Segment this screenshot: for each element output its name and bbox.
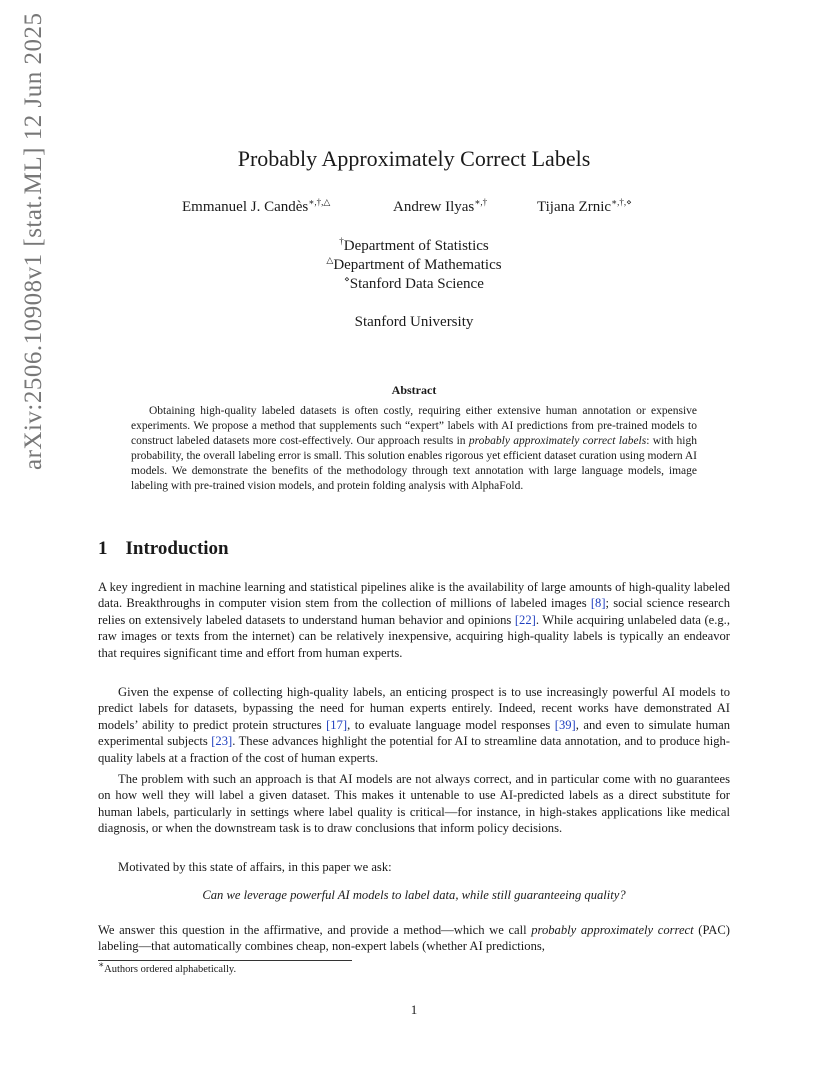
affiliation-mathematics: △Department of Mathematics bbox=[326, 255, 502, 273]
footnote: ∗Authors ordered alphabetically. bbox=[98, 959, 237, 975]
section-heading: 1 Introduction bbox=[98, 538, 229, 559]
author-candes: Emmanuel J. Candès∗,†,△ bbox=[182, 197, 331, 215]
affiliation-data-science: ⋄Stanford Data Science bbox=[344, 274, 484, 292]
page-number: 1 bbox=[410, 1002, 418, 1017]
research-question: Can we leverage powerful AI models to label data, while still guaranteeing quality? bbox=[202, 888, 626, 902]
abstract-text: Obtaining high-quality labeled datasets is often costly, requiring either extensive human annotation or expensive experiments. We propose a method that supplements such “expert” labels with AI predictions from pre-trained models to construct labeled datasets more cost-effectively. Our approach results in probably approximately correct labels: with high probability, the overall labeling error is small. This solution enables rigorous yet efficient dataset curation using modern AI models. We demonstrate the benefits of the methodology through text annotation with large language models, image labeling with pre-trained vision models, and protein folding analysis with AlphaFold. bbox=[131, 405, 697, 492]
paragraph-1: A key ingredient in machine learning and statistical pipelines alike is the availability of large amounts of high-quality labeled data. Breakthroughs in computer vision stem from the collection of millions of labeled images [8]; social science research relies on extensively labeled datasets to understand human behavior and opinions [22]. While acquiring unlabeled data (e.g., raw images or texts from the internet) can be relatively inexpensive, acquiring high-quality labels is typically an endeavor that requires significant time and effort from human experts. bbox=[98, 580, 730, 660]
citation-17[interactable]: [17] bbox=[326, 717, 348, 732]
paragraph-2: Given the expense of collecting high-quality labels, an enticing prospect is to use increasingly powerful AI models to predict labels for datasets, bypassing the need for human experts entirely. Indeed, recent works have demonstrated AI models’ ability to predict protein structures [17], to evaluate language model responses [39], and even to simulate human experimental subjects [23]. These advances highlight the potential for AI to streamline data annotation, and to produce high-quality labels at a fraction of the cost of human experts. bbox=[98, 685, 731, 765]
paper-title: Probably Approximately Correct Labels bbox=[237, 146, 591, 171]
citation-23[interactable]: [23] bbox=[211, 734, 233, 749]
affiliation-statistics: †Department of Statistics bbox=[339, 236, 489, 254]
citation-22[interactable]: [22] bbox=[514, 612, 536, 627]
author-ilyas: Andrew Ilyas∗,† bbox=[393, 197, 488, 215]
paragraph-3: The problem with such an approach is that AI models are not always correct, and in particular come with no guarantees on how well they will label a given dataset. This makes it untenable to use AI-predicted labels as a direct substitute for human labels, particularly in settings where label quality is critical—for instance, in high-stakes applications like medical diagnosis, or when the downstream task is to draw conclusions that inform policy decisions. bbox=[98, 772, 730, 836]
author-zrnic: Tijana Zrnic∗,†,⋄ bbox=[537, 197, 632, 215]
citation-39[interactable]: [39] bbox=[554, 717, 576, 732]
arxiv-identifier: arXiv:2506.10908v1 [stat.ML] 12 Jun 2025 bbox=[20, 12, 47, 470]
university: Stanford University bbox=[354, 314, 474, 330]
paragraph-5: We answer this question in the affirmative, and provide a method—which we call probably approximately correct (PAC) labeling—that automatically combines cheap, non-expert labels (whether AI predictions, bbox=[98, 923, 730, 954]
citation-8[interactable]: [8] bbox=[590, 596, 606, 611]
paragraph-4: Motivated by this state of affairs, in this paper we ask: bbox=[118, 860, 392, 874]
abstract-heading: Abstract bbox=[391, 383, 437, 397]
footnote-rule bbox=[98, 960, 352, 961]
